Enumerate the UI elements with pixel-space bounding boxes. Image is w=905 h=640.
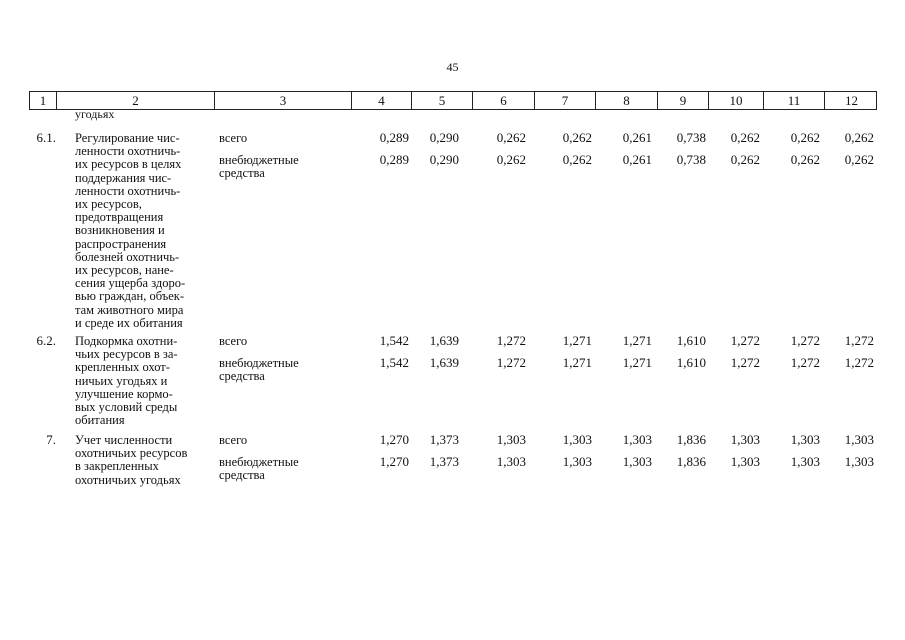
page-number: 45 — [446, 60, 459, 74]
value-cell: 0,290 — [429, 130, 459, 145]
value-cell: 1,303 — [496, 454, 526, 469]
row-description: Подкормка охотни- чьих ресурсов в за- крепленных охот- ничьих угодьях и улучшение кормо- вых условий среды обитания — [75, 334, 178, 428]
value-cell: 0,262 — [844, 130, 874, 145]
header-cell: 12 — [845, 93, 858, 108]
value-cell: 1,272 — [844, 355, 874, 370]
value-cell: 1,303 — [844, 454, 874, 469]
value-cell: 1,373 — [429, 454, 459, 469]
value-cell: 1,272 — [790, 333, 820, 348]
row-number: 7. — [46, 432, 56, 447]
value-cell: 0,738 — [676, 130, 706, 145]
value-cell: 1,270 — [379, 454, 409, 469]
value-cell: 1,542 — [379, 355, 409, 370]
value-cell: 1,303 — [844, 432, 874, 447]
continuation-text: угодьях — [75, 107, 115, 121]
value-cell: 1,836 — [676, 454, 706, 469]
value-cell: 0,262 — [730, 152, 760, 167]
funding-source: внебюджетные средства — [219, 356, 299, 383]
value-cell: 1,272 — [496, 355, 526, 370]
header-cell: 6 — [473, 92, 535, 109]
value-cell: 1,836 — [676, 432, 706, 447]
value-cell: 1,303 — [622, 432, 652, 447]
header-cell: 9 — [658, 92, 709, 109]
header-cell: 1 — [30, 92, 57, 109]
value-cell: 1,272 — [730, 333, 760, 348]
value-cell: 0,262 — [562, 152, 592, 167]
row-number: 6.2. — [36, 333, 56, 348]
value-cell: 0,261 — [622, 130, 652, 145]
header-cell: 5 — [412, 92, 473, 109]
value-cell: 1,303 — [562, 454, 592, 469]
value-cell: 1,272 — [790, 355, 820, 370]
funding-source: внебюджетные средства — [219, 153, 299, 180]
value-cell: 0,738 — [676, 152, 706, 167]
value-cell: 1,303 — [730, 432, 760, 447]
value-cell: 0,262 — [496, 152, 526, 167]
header-cell: 7 — [535, 92, 596, 109]
value-cell: 1,303 — [622, 454, 652, 469]
value-cell: 1,610 — [676, 355, 706, 370]
funding-source: всего — [219, 131, 248, 145]
value-cell: 0,289 — [379, 130, 409, 145]
value-cell: 1,610 — [676, 333, 706, 348]
value-cell: 1,303 — [730, 454, 760, 469]
value-cell: 1,303 — [790, 432, 820, 447]
row-description: Регулирование чис- ленности охотничь- их ресурсов в целях поддержания чис- ленности охотничь- их ресурсов, предотвращения возникновения и распространения болезней охотничь- их ресурсов, нане- сения ущерба здоро- вью граждан, объек- там животного мира и среде их обитания — [75, 131, 186, 330]
value-cell: 1,303 — [562, 432, 592, 447]
value-cell: 0,262 — [790, 152, 820, 167]
value-cell: 1,270 — [379, 432, 409, 447]
value-cell: 0,262 — [844, 152, 874, 167]
funding-source: всего — [219, 334, 248, 348]
value-cell: 1,271 — [562, 333, 592, 348]
value-cell: 0,261 — [622, 152, 652, 167]
row-description: Учет численности охотничьих ресурсов в закрепленных охотничьих угодьях — [75, 433, 188, 487]
value-cell: 1,373 — [429, 432, 459, 447]
value-cell: 0,290 — [429, 152, 459, 167]
funding-source: внебюджетные средства — [219, 455, 299, 482]
funding-source: всего — [219, 433, 248, 447]
value-cell: 1,271 — [562, 355, 592, 370]
value-cell: 1,272 — [496, 333, 526, 348]
value-cell: 1,272 — [844, 333, 874, 348]
value-cell: 1,303 — [496, 432, 526, 447]
header-cell: 11 — [764, 92, 825, 109]
header-cell: 3 — [215, 92, 352, 109]
header-cell: 10 — [709, 92, 764, 109]
value-cell: 1,639 — [429, 355, 459, 370]
row-number: 6.1. — [36, 130, 56, 145]
value-cell: 0,262 — [496, 130, 526, 145]
header-cell: 8 — [596, 92, 658, 109]
value-cell: 1,272 — [730, 355, 760, 370]
value-cell: 1,303 — [790, 454, 820, 469]
value-cell: 0,262 — [730, 130, 760, 145]
value-cell: 0,262 — [562, 130, 592, 145]
value-cell: 1,271 — [622, 355, 652, 370]
value-cell: 0,262 — [790, 130, 820, 145]
header-cell: 4 — [352, 92, 412, 109]
value-cell: 0,289 — [379, 152, 409, 167]
table-header — [29, 91, 877, 110]
value-cell: 1,271 — [622, 333, 652, 348]
value-cell: 1,639 — [429, 333, 459, 348]
value-cell: 1,542 — [379, 333, 409, 348]
header-cell: 2 — [57, 92, 215, 109]
